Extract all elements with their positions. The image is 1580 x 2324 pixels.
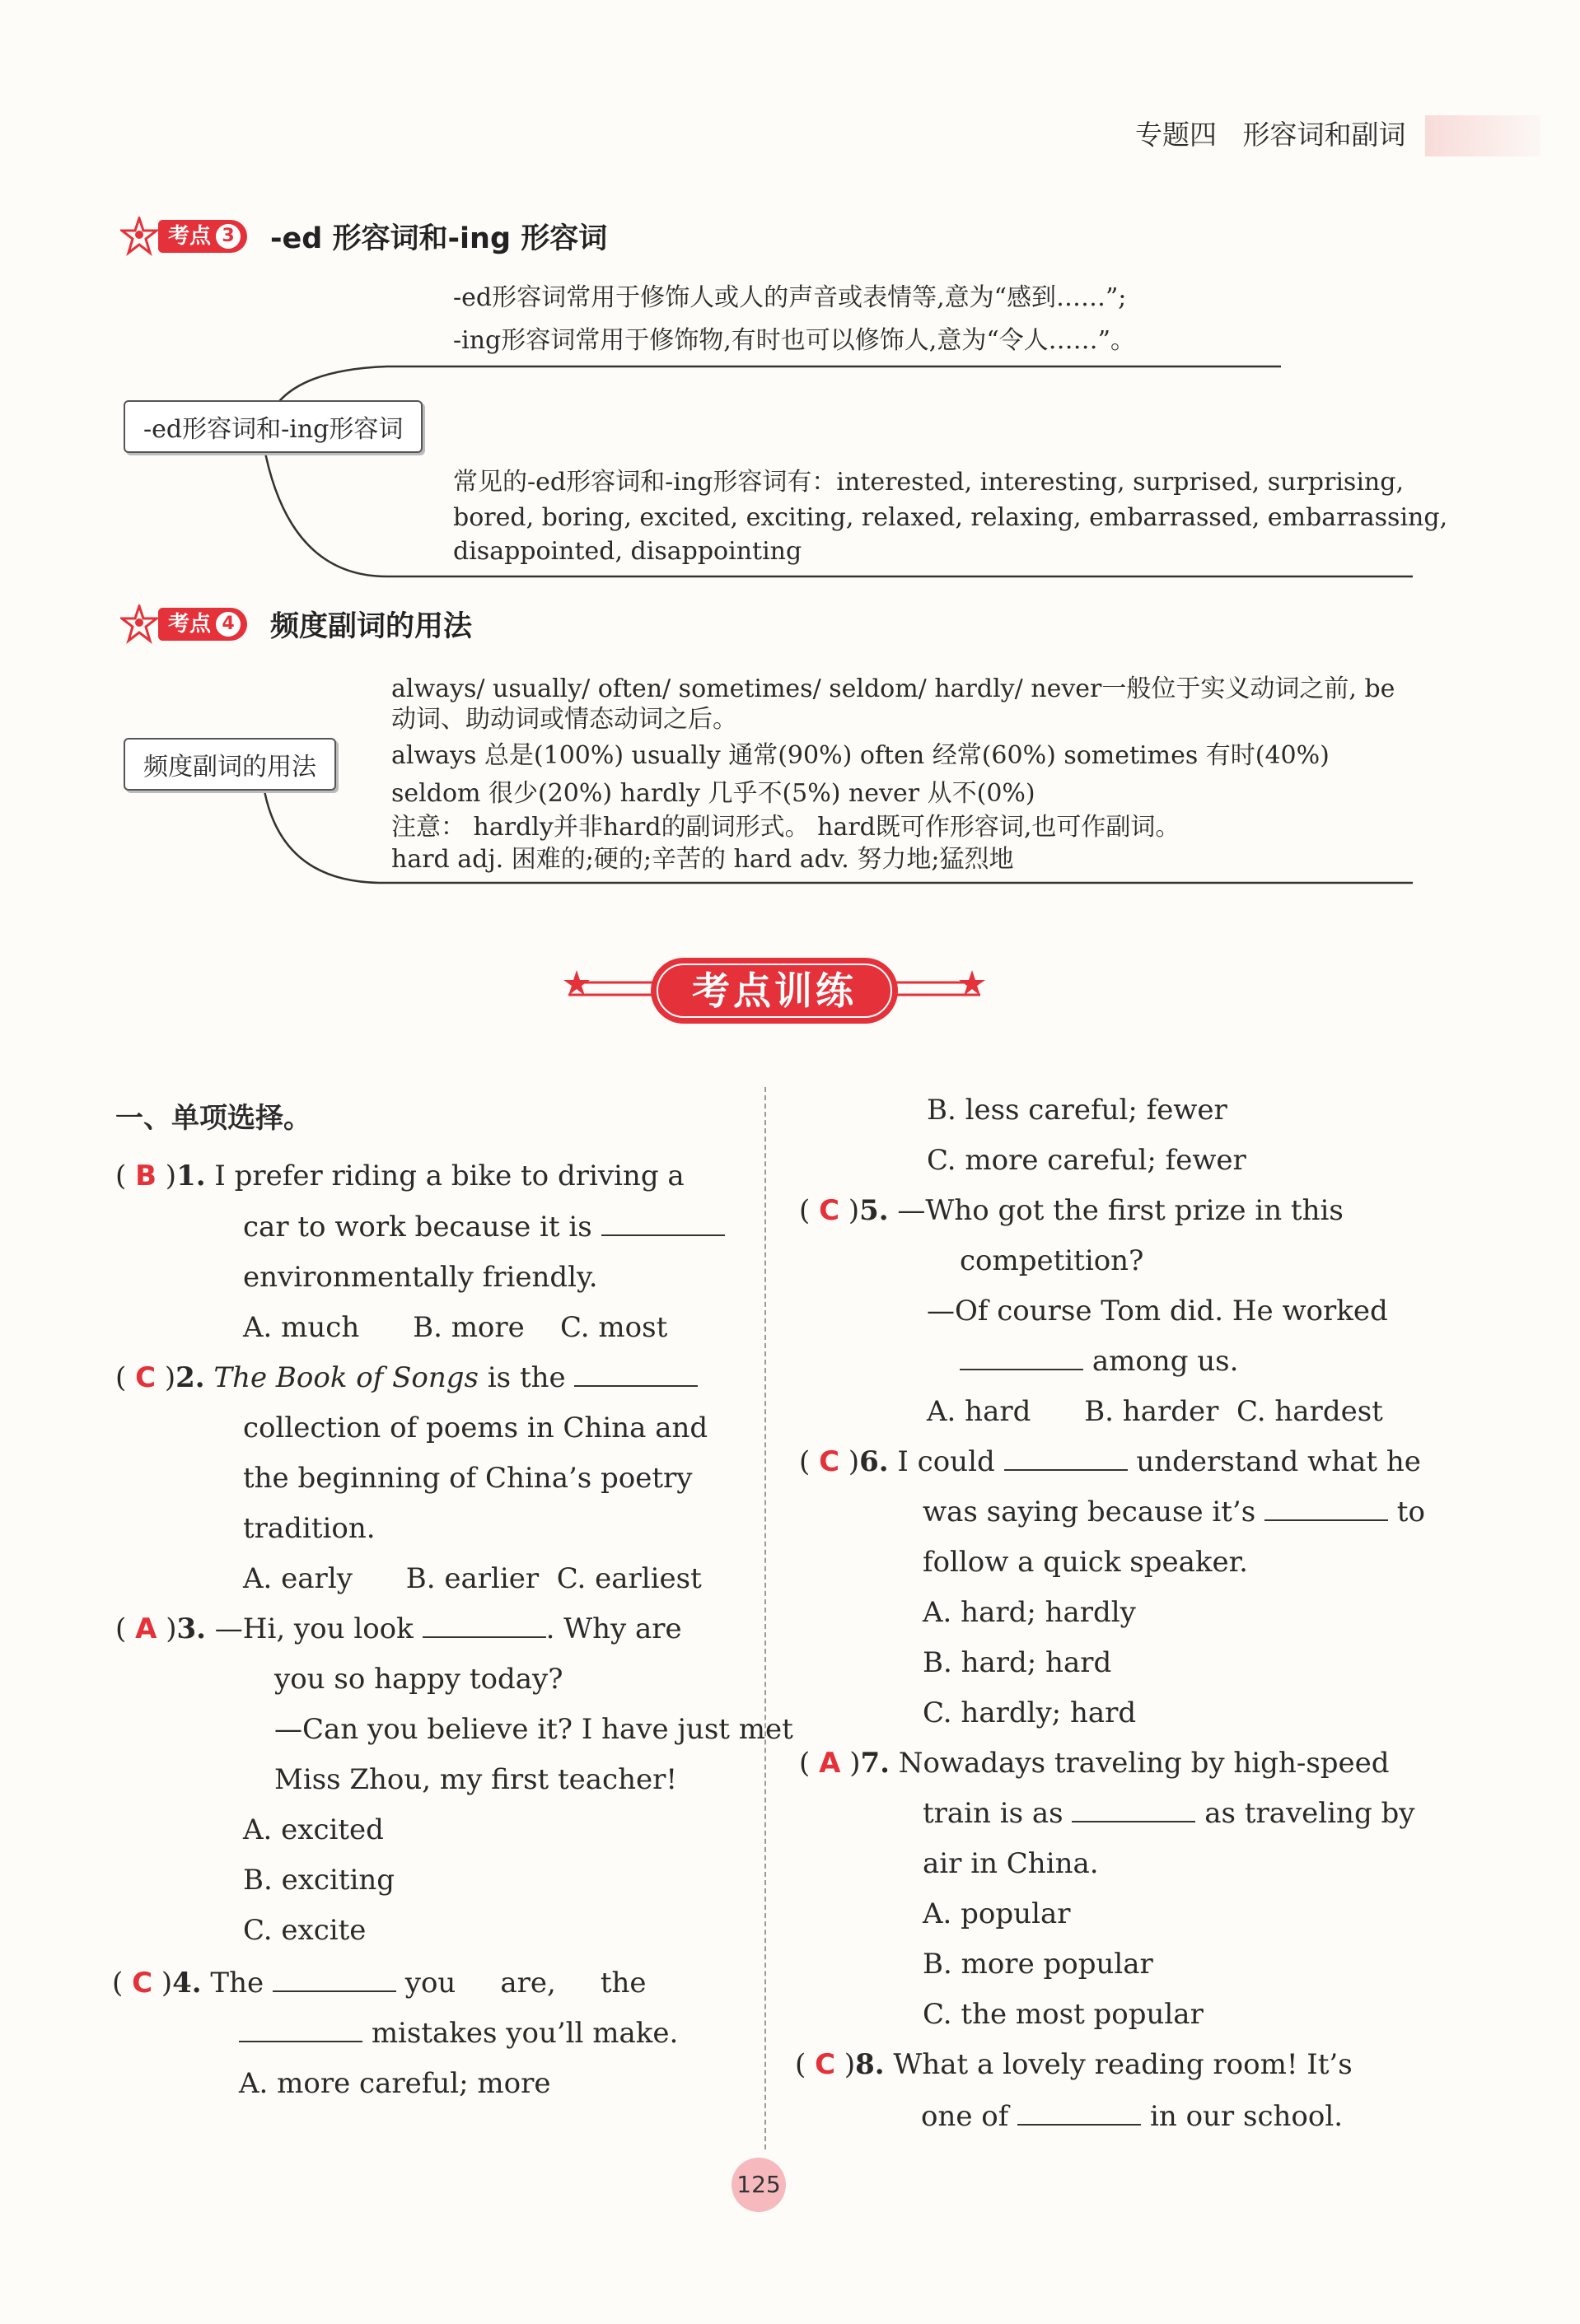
answer-blank[interactable] xyxy=(1264,1496,1388,1521)
chapter-label: 专题四 xyxy=(1135,119,1217,151)
exam-point-badge: 考点 3 xyxy=(158,220,247,253)
options-1: A. much B. more C. most xyxy=(243,1311,668,1344)
question-7: ( A )7. Nowadays traveling by high-speed xyxy=(799,1747,1390,1780)
answer-blank[interactable] xyxy=(1004,1446,1128,1471)
answer-blank[interactable] xyxy=(1017,2101,1141,2126)
page-number: 125 xyxy=(732,2158,786,2212)
question-5: ( C )5. —Who got the first prize in this xyxy=(799,1194,1344,1227)
training-banner xyxy=(560,945,989,1036)
kd3-branch1-line1: -ed形容词常用于修饰人或人的声音或表情等,意为“感到……”; xyxy=(453,283,1127,312)
answer-blank[interactable] xyxy=(960,1346,1083,1370)
kd4-line6: hard adj. 困难的;硬的;辛苦的 hard adv. 努力地;猛烈地 xyxy=(391,845,1014,874)
options-2: A. early B. earlier C. earliest xyxy=(243,1562,702,1595)
kd4-node: 频度副词的用法 xyxy=(124,738,336,791)
topic-label: 形容词和副词 xyxy=(1242,119,1406,151)
question-6: ( C )6. I could understand what he xyxy=(799,1445,1421,1478)
answer-blank[interactable] xyxy=(574,1362,698,1387)
kd4-line5: 注意： hardly并非hard的副词形式。 hard既可作形容词,也可作副词。 xyxy=(391,813,1180,842)
banner-title: 考点训练 xyxy=(692,968,857,1013)
question-3: ( A )3. —Hi, you look . Why are xyxy=(115,1612,682,1645)
answer-blank[interactable] xyxy=(601,1211,725,1236)
answer-blank[interactable] xyxy=(1072,1798,1195,1822)
kd3-branch1-line2: -ing形容词常用于修饰物,有时也可以修饰人,意为“令人……”。 xyxy=(453,326,1136,355)
exam-point-title: -ed 形容词和-ing 形容词 xyxy=(270,222,608,255)
question-2: ( C )2. The Book of Songs is the xyxy=(115,1353,698,1403)
kd3-branch2-line3: disappointed, disappointing xyxy=(453,537,802,566)
answer-blank[interactable] xyxy=(239,2018,362,2042)
kd3-node: -ed形容词和-ing形容词 xyxy=(124,400,423,453)
kd4-line4: seldom 很少(20%) hardly 几乎不(5%) never 从不(0%) xyxy=(391,779,1035,808)
exam-point-badge: 考点 4 xyxy=(158,608,247,641)
kd4-line3: always 总是(100%) usually 通常(90%) often 经常(60%) sometimes 有时(40%) xyxy=(391,741,1330,770)
kd3-branch2-line2: bored, boring, excited, exciting, relaxed, relaxing, embarrassed, embarrassing, xyxy=(453,503,1448,532)
answer-1: B xyxy=(135,1160,157,1192)
options-5: A. hard B. harder C. hardest xyxy=(927,1395,1383,1428)
kd3-branch2-line1: 常见的-ed形容词和-ing形容词有：interested, interesting, surprised, surprising, xyxy=(453,468,1404,497)
answer-blank[interactable] xyxy=(273,1967,396,1992)
column-divider xyxy=(764,1087,766,2149)
question-4: ( C )4. The you are, the xyxy=(112,1967,647,2000)
question-8: ( C )8. What a lovely reading room! It’s xyxy=(795,2048,1353,2081)
section-title: 一、单项选择。 xyxy=(115,1102,311,1135)
answer-blank[interactable] xyxy=(423,1613,546,1638)
exam-point-title: 频度副词的用法 xyxy=(270,610,473,643)
kd4-line1: always/ usually/ often/ sometimes/ seldom/ hardly/ never一般位于实义动词之前, be xyxy=(391,674,1395,703)
question-1: ( B )1. I prefer riding a bike to driving a xyxy=(115,1160,685,1192)
kd4-line2: 动词、助动词或情态动词之后。 xyxy=(391,705,737,734)
